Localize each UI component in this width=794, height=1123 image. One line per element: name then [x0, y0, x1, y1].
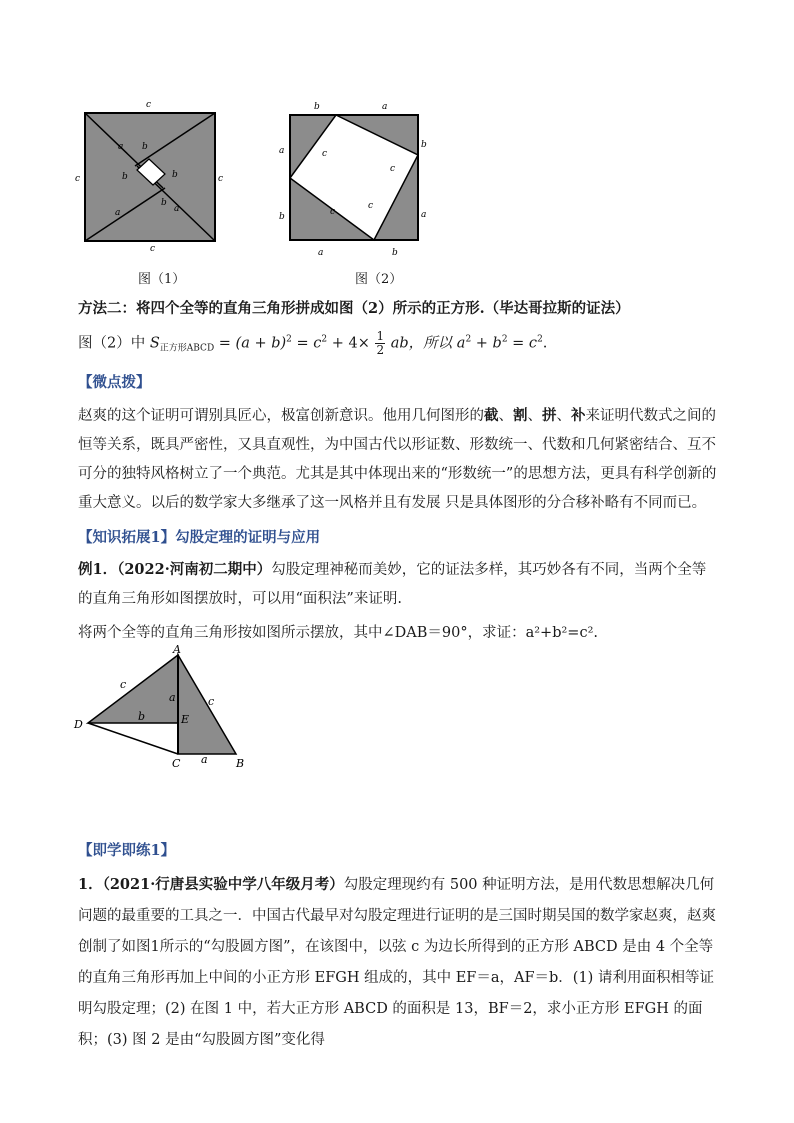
fig3-label-b-mid: b: [138, 710, 146, 723]
fig3-label-a-vertical: a: [169, 691, 176, 704]
fig2-label-c1: c: [322, 149, 328, 159]
example1-source: （2022·河南初二期中）: [117, 561, 272, 578]
formula-eq5: a: [456, 335, 466, 352]
fig1-label-b-upper: b: [142, 142, 148, 152]
formula-eq2: = c: [296, 335, 322, 352]
fig2-label-left-a: a: [279, 146, 285, 156]
figure-1-zhao-shuang-square: [70, 95, 235, 255]
formula-eq7: = c: [512, 335, 538, 352]
practice-label: 1．: [78, 876, 103, 893]
fig3-label-E: E: [181, 713, 190, 726]
fig3-label-A: A: [173, 643, 181, 656]
tip-kw2: 割: [513, 407, 528, 424]
example1-text-2: 将两个全等的直角三角形按如图所示摆放，其中∠DAB＝90°，求证：a²+b²=c².: [78, 625, 598, 641]
tip-sep2: 、: [527, 408, 542, 424]
fig2-label-top-a: a: [382, 102, 388, 112]
formula-frac-num: 1: [376, 329, 385, 343]
tip-sep3: 、: [556, 408, 571, 424]
tip-kw3: 拼: [542, 407, 557, 424]
tip-kw1: 截: [484, 407, 499, 424]
formula-prefix: 图（2）中: [78, 335, 146, 352]
tip-paragraph: [78, 401, 718, 518]
tip-body-1: 赵爽的这个证明可谓别具匠心，极富创新意识。他用几何图形的: [78, 408, 484, 424]
method2-note: （毕达哥拉斯的证法）: [484, 300, 630, 317]
fig3-label-B: B: [236, 757, 245, 770]
figure-2-pythagoras-square: [272, 95, 437, 260]
fig2-label-c4: c: [368, 201, 374, 211]
formula-eq1: = (a + b): [218, 335, 287, 352]
tip-sep1: 、: [498, 408, 513, 424]
fig3-label-C: C: [172, 757, 181, 770]
fig1-label-left: c: [75, 174, 81, 184]
fig2-label-c2: c: [390, 164, 396, 174]
formula-sup2: 2: [321, 334, 328, 345]
formula-eq3: + 4×: [331, 335, 370, 352]
fig1-label-b-right: b: [172, 170, 178, 180]
example1-paragraph: [78, 555, 718, 614]
fig1-label-a-lower-left: a: [115, 208, 121, 218]
fig1-label-top: c: [146, 100, 152, 110]
figure-3-two-triangles: [68, 643, 258, 773]
method2-line: [78, 297, 630, 318]
fig2-label-right-b: b: [421, 140, 427, 150]
fig1-caption: 图（1）: [138, 272, 186, 287]
fig1-label-b-left: b: [122, 172, 128, 182]
fig2-label-top-b: b: [314, 102, 320, 112]
tip-header: 【微点拨】: [78, 374, 151, 391]
fig3-label-a-bottom: a: [201, 753, 208, 766]
formula-sup4: 2: [501, 334, 508, 345]
formula-frac-den: 2: [376, 343, 385, 357]
formula-line: [78, 330, 547, 357]
ext-header: 【知识拓展1】: [78, 529, 176, 546]
tip-body-2: 来证明代数式之间的恒等关系，既具严密性，又具直观性，为中国古代以形证数、形数统一、代数和几何紧密结合、互不可分的独特风格树立了一个典范。尤其是其中体现出来的“形数统一”的思想方法，更具有科学创新的重大意义。以后的数学家大多继承了这一风格并且有发展 只是具体图形的分合移补略有不同而已。: [78, 408, 717, 511]
fig1-label-bottom: c: [150, 244, 156, 254]
fig1-label-right: c: [218, 174, 224, 184]
practice-header: 【即学即练1】: [78, 842, 176, 859]
formula-end: .: [542, 335, 548, 352]
fig1-label-a-lower-right: a: [174, 204, 180, 214]
fig3-label-c-right: c: [208, 695, 215, 708]
fig2-label-bottom-a: a: [318, 248, 324, 258]
fig1-label-a-upper: a: [118, 142, 124, 152]
formula-sup5: 2: [537, 334, 543, 345]
practice-paragraph: [78, 869, 718, 1056]
fig3-label-D: D: [74, 718, 83, 731]
ext-title: 勾股定理的证明与应用: [175, 529, 321, 546]
ext-heading: [78, 526, 320, 547]
fig2-label-bottom-b: b: [392, 248, 398, 258]
formula-sup3: 2: [465, 334, 472, 345]
formula-eq4: ab，所以: [390, 335, 453, 352]
method2-text: 方法二：将四个全等的直角三角形拼成如图（2）所示的正方形.: [78, 300, 485, 317]
formula-S: S: [149, 335, 160, 352]
example1-label: 例1．: [78, 561, 118, 578]
fig3-label-c-left: c: [120, 678, 127, 691]
fig2-label-c3: c: [330, 207, 336, 217]
practice-text: 勾股定理现约有 500 种证明方法，是用代数思想解决几何问题的最重要的工具之一．中国古代最早对勾股定理进行证明的是三国时期吴国的数学家赵爽，赵爽创制了如图1所示的“勾股圆方图”，在该图中，以弦 c 为边长所得到的正方形 ABCD 是由 4 个全等的直角三角形再加上中间的小正方形 EFGH 组成的，其中 EF＝a，AF＝b．(1) 请利用面积相等证明勾股定理；(2) 在图 1 中，若大正方形 ABCD 的面积是 13，BF＝2，求小正方形 EFGH 的面积；(3) 图 2 是由“勾股圆方图”变化得: [78, 877, 716, 1048]
fig1-label-b-lower: b: [161, 198, 167, 208]
tip-kw4: 补: [571, 407, 586, 424]
fig2-label-right-a: a: [421, 210, 427, 220]
formula-fraction: [375, 330, 385, 357]
fig2-caption: 图（2）: [355, 272, 403, 287]
formula-sup1: 2: [286, 334, 292, 345]
example1-text-1: 勾股定理神秘而美妙，它的证法多样，其巧妙各有不同，当两个全等的直角三角形如图摆放时，可以用“面积法”来证明.: [78, 562, 707, 607]
fig2-label-left-b: b: [279, 212, 285, 222]
formula-S-sub: 正方形ABCD: [159, 343, 215, 354]
formula-eq6: + b: [475, 335, 502, 352]
practice-source: （2021·行唐县实验中学八年级月考）: [102, 876, 344, 893]
